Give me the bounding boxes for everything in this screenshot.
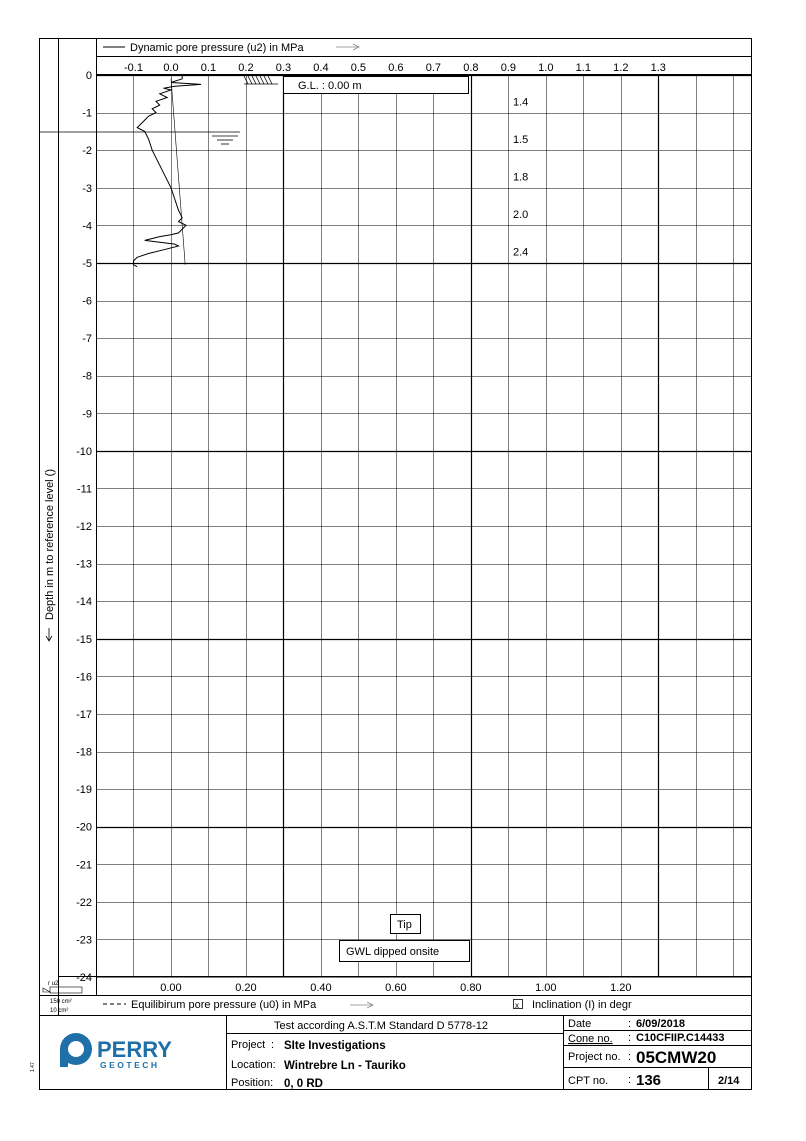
y-tick-label: -17 [76,708,92,721]
cptno-value: 136 [636,1072,662,1089]
y-tick-label: -8 [82,370,92,383]
hatch-marker-icon [244,76,278,84]
logo-stem-icon [60,1049,68,1067]
bottom-axis-ticks [160,982,631,994]
chart-series [134,75,202,267]
inclination-value-label: 1.8 [513,171,529,184]
cone-body-icon [50,987,82,993]
cone-area-legend [43,981,82,1014]
y-axis-label: Depth in m to reference level () [44,468,56,620]
top-tick-label: 0.9 [500,62,516,74]
gl-label: G.L. : 0.00 m [298,80,362,92]
project-value: SIte Investigations [284,1040,386,1052]
top-tick-label: 0.6 [388,62,404,74]
y-tick-label: -2 [82,145,92,158]
y-tick-label: -14 [76,596,92,609]
y-tick-label: 0 [85,70,92,82]
bottom-tick-label: 0.00 [160,982,182,994]
date-colon: : [628,1018,632,1030]
y-axis-ticks [76,70,92,984]
y-tick-label: -4 [82,220,92,233]
cptno-label: CPT no. [568,1075,609,1087]
projno-colon: : [628,1051,632,1063]
cptno-colon: : [628,1074,632,1086]
y-tick-label: -20 [76,821,92,834]
y-tick-label: -10 [76,445,92,458]
position-value: 0, 0 RD [284,1078,323,1090]
cone-tip-icon [43,988,50,992]
top-tick-label: 0.5 [350,62,367,74]
y-tick-label: -19 [76,784,92,797]
chart-grid [96,75,752,978]
y-tick-label: -3 [82,182,92,195]
y-tick-label: -21 [76,859,92,872]
groundwater-level-icon [40,132,240,144]
inclination-value-label: 1.4 [513,96,529,109]
y-tick-label: -6 [82,295,92,308]
project-colon: : [271,1039,275,1051]
bottom-tick-label: 1.00 [535,982,557,994]
bottom-axis-label: Equilibirum pore pressure (u0) in MPa [131,999,317,1011]
bottom-tick-label: 0.60 [385,982,407,994]
y-tick-label: -5 [82,257,92,270]
position-label: Position: [231,1077,274,1089]
cone-colon: : [628,1032,632,1044]
cone-value: C10CFIIP.C14433 [636,1032,725,1044]
y-tick-label: -13 [76,558,92,571]
top-tick-label: 0.2 [238,62,254,74]
location-value: Wintrebre Ln - Tauriko [284,1060,406,1072]
date-value: 6/09/2018 [636,1018,685,1030]
inclination-value-label: 2.0 [513,209,529,222]
legend-area1: 150 cm² [50,999,72,1005]
top-tick-label: 0.4 [313,62,329,74]
logo-inner-circle-icon [68,1041,84,1057]
top-tick-label: 0.3 [275,62,292,74]
logo-company-name: PERRY [97,1037,172,1062]
y-tick-label: -11 [76,483,92,496]
inclination-labels [513,96,528,258]
project-label: Project [231,1039,266,1051]
y-tick-label: -23 [76,934,92,947]
legend-area2: 10 cm² [50,1008,69,1014]
projno-value: 05CMW20 [636,1048,717,1067]
bottom-tick-label: 0.40 [310,982,332,994]
date-label: Date [568,1018,592,1030]
side-code: 1.47 [30,1062,36,1072]
perry-geotech-logo [60,1033,172,1070]
y-tick-label: -24 [76,972,92,984]
y-tick-label: -16 [76,671,92,684]
y-tick-label: -15 [76,633,92,646]
y-tick-label: -18 [76,746,92,759]
sheet-number: 2/14 [718,1075,740,1087]
y-tick-label: -22 [76,896,92,909]
top-tick-label: 0.0 [163,62,179,74]
top-tick-label: 1.0 [538,62,554,74]
logo-company-sub: GEOTECH [100,1060,160,1070]
top-tick-label: 0.1 [200,62,217,74]
inclination-value-label: 1.5 [513,133,529,146]
top-axis-ticks [124,62,666,74]
inclination-checkbox-mark: x [515,1001,519,1010]
top-tick-label: 0.7 [425,62,442,74]
inclination-label: Inclination (I) in degr [532,999,632,1011]
location-label: Location: [231,1059,276,1071]
bottom-tick-label: 1.20 [610,982,632,994]
y-axis-title-group [44,469,56,641]
top-tick-label: 1.2 [613,62,629,74]
y-tick-label: -9 [82,408,92,421]
u0-series-line [171,79,185,265]
standard-text: Test according A.S.T.M Standard D 5778-12 [274,1020,489,1032]
top-tick-label: -0.1 [124,62,143,74]
inclination-value-label: 2.4 [513,246,529,259]
bottom-tick-label: 0.80 [460,982,482,994]
gwl-label: GWL dipped onsite [346,946,440,958]
top-tick-label: 0.8 [463,62,479,74]
top-tick-label: 1.1 [575,62,591,74]
y-tick-label: -12 [76,521,92,533]
u2-series-line [134,75,202,267]
cone-label: Cone no. [568,1033,613,1045]
top-tick-label: 1.3 [650,62,666,74]
projno-label: Project no. [568,1051,621,1063]
y-tick-label: -1 [82,107,92,120]
legend-r-u2: r u2 [48,981,59,987]
bottom-tick-label: 0.20 [235,982,257,994]
tip-label: Tip [397,919,412,931]
top-axis-label: Dynamic pore pressure (u2) in MPa [130,42,304,54]
y-tick-label: -7 [82,333,92,346]
